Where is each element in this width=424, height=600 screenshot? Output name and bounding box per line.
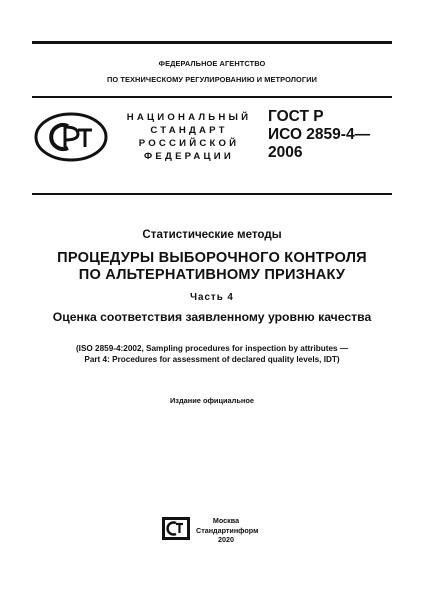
- standard-type-block: [124, 111, 254, 163]
- designation-line: ИСО 2859-4—: [268, 126, 371, 143]
- iso-reference-line-1: (ISO 2859-4:2002, Sampling procedures for inspection by attributes —: [75, 344, 349, 353]
- designation-line: ГОСТ Р: [268, 108, 324, 125]
- publisher-name: Стандартинформ: [196, 525, 259, 535]
- publisher-block: [196, 516, 259, 545]
- standartinform-logo-icon: [161, 516, 191, 541]
- gost-pct-emblem-icon: [34, 112, 108, 162]
- bottom-rule: [32, 193, 392, 195]
- iso-reference: [20, 343, 404, 365]
- standard-line: РОССИЙСКОЙ: [138, 138, 240, 149]
- document-series: Статистические методы: [142, 228, 282, 241]
- top-rule: [32, 41, 392, 44]
- edition-label: Издание официальное: [169, 396, 254, 405]
- publisher-city: Москва: [212, 516, 240, 525]
- iso-reference-line-2: Part 4: Procedures for assessment of declared quality levels, IDT): [84, 355, 340, 364]
- standard-line: НАЦИОНАЛЬНЫЙ: [126, 112, 252, 123]
- agency-line-2: ПО ТЕХНИЧЕСКОМУ РЕГУЛИРОВАНИЮ И МЕТРОЛОГИИ: [106, 75, 318, 84]
- document-title: [20, 250, 404, 284]
- title-line-2: ПО АЛЬТЕРНАТИВНОМУ ПРИЗНАКУ: [78, 267, 346, 283]
- standard-designation: [268, 108, 370, 162]
- title-line-1: ПРОЦЕДУРЫ ВЫБОРОЧНОГО КОНТРОЛЯ: [57, 250, 367, 266]
- middle-rule: [32, 96, 392, 98]
- publication-year: 2020: [218, 535, 234, 544]
- standard-line: ФЕДЕРАЦИИ: [144, 151, 234, 162]
- document-part: Часть 4: [190, 292, 234, 303]
- document-subtitle: Оценка соответствия заявленному уровню качества: [52, 310, 372, 324]
- designation-line: 2006: [268, 144, 303, 161]
- standard-line: СТАНДАРТ: [150, 125, 228, 136]
- agency-line-1: ФЕДЕРАЛЬНОЕ АГЕНТСТВО: [158, 59, 266, 68]
